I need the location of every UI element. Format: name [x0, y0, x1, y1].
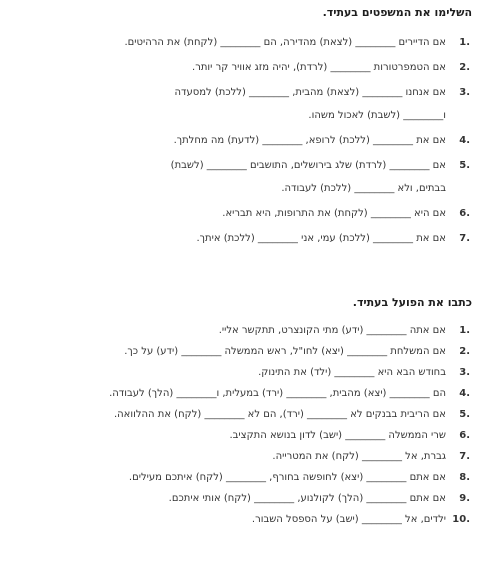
section1-title: השלימו את המשפטים בעתיד.	[322, 6, 472, 19]
item-number: .7	[459, 451, 470, 462]
list-item	[6, 59, 474, 76]
list-item	[6, 205, 474, 222]
item-number: .5	[459, 160, 470, 171]
list-item	[6, 230, 474, 247]
item-text: בחודש הבא היא ________ (ילד) את התינוק.	[258, 367, 446, 378]
item-text: אם אתם ________ (יצא) לחופשה בחורף, ________ (לקח) איתכם מעילים.	[128, 472, 446, 483]
section2-title: כתבו את הפועל בעתיד.	[352, 296, 472, 309]
list-item	[6, 34, 474, 51]
item-number: .3	[459, 367, 470, 378]
list-item	[6, 364, 474, 381]
item-number: .10	[452, 514, 470, 525]
item-number: .1	[459, 37, 470, 48]
list-item	[6, 406, 474, 423]
item-number: .4	[459, 388, 470, 399]
item-number: .7	[459, 233, 470, 244]
list-item	[6, 322, 474, 339]
item-text: אם המשלחת ________ (יצא) לחו"ל, ראש הממשלה ________ (ידע) על כך.	[124, 346, 446, 357]
item-text: שרי הממשלה ________ (ישב) לדון בנושא התקציב.	[229, 430, 446, 441]
item-text: אם אתם ________ (הלך) לקולנוע, ________ (לקח) אותי איתכם.	[168, 493, 446, 504]
item-text: אם הטמפרטורות ________ (לרדת), יהיה מזג אוויר קר יותר.	[192, 62, 446, 73]
item-number: .5	[459, 409, 470, 420]
item-number: .8	[459, 472, 470, 483]
section2-list	[6, 322, 474, 528]
list-item	[6, 469, 474, 486]
list-item	[6, 448, 474, 465]
item-text: אם את ________ (ללכת) עמי, אני ________ (ללכת) איתך.	[196, 233, 446, 244]
list-item	[6, 157, 474, 197]
list-item	[6, 511, 474, 528]
list-item	[6, 132, 474, 149]
item-text: ילדים, אל ________ (ישב) על הספסל השבור.	[251, 514, 446, 525]
item-number: .6	[459, 430, 470, 441]
item-number: .3	[459, 87, 470, 98]
item-text: אם הריבית בבנקים לא ________ (ירד), הם לא ________ (לקח) את ההלוואה.	[113, 409, 446, 420]
item-continuation: בבתים, ולא ________ (ללכת) לעבודה.	[281, 183, 446, 194]
item-text: גברת, אל ________ (לקח) את המטרייה.	[272, 451, 446, 462]
item-text: אם הדיירים ________ (לצאת) מהדירה, הם ________ (לקחת) את הרהיטים.	[124, 37, 446, 48]
item-number: .1	[459, 325, 470, 336]
item-number: .6	[459, 208, 470, 219]
list-item	[6, 385, 474, 402]
item-text: אם את ________ (ללכת) לרופא, ________ (לדעת) מה מחלתך.	[173, 135, 446, 146]
list-item	[6, 427, 474, 444]
item-text: אם אתה ________ (ידע) מתי הקונצרט, תתקשר אליי.	[218, 325, 446, 336]
item-text: הם ________ (יצא) מהבית, ________ (ירד) במעלית, ו________ (הלך) לעבודה.	[109, 388, 446, 399]
item-number: .4	[459, 135, 470, 146]
item-text: אם אנחנו ________ (לצאת) מהבית, ________ (ללכת) למסעדה	[174, 87, 446, 98]
item-number: .2	[459, 346, 470, 357]
list-item	[6, 343, 474, 360]
item-text: אם היא ________ (לקחת) את התרופות, היא תבריא.	[222, 208, 446, 219]
item-continuation: ו________ (לשבת) לאכול משהו.	[308, 110, 446, 121]
list-item	[6, 84, 474, 124]
list-item	[6, 490, 474, 507]
section1-list	[6, 34, 474, 247]
item-number: .9	[459, 493, 470, 504]
item-number: .2	[459, 62, 470, 73]
item-text: אם ________ (לרדת) שלג בירושלים, התושבים ________ (לשבת)	[170, 160, 446, 171]
